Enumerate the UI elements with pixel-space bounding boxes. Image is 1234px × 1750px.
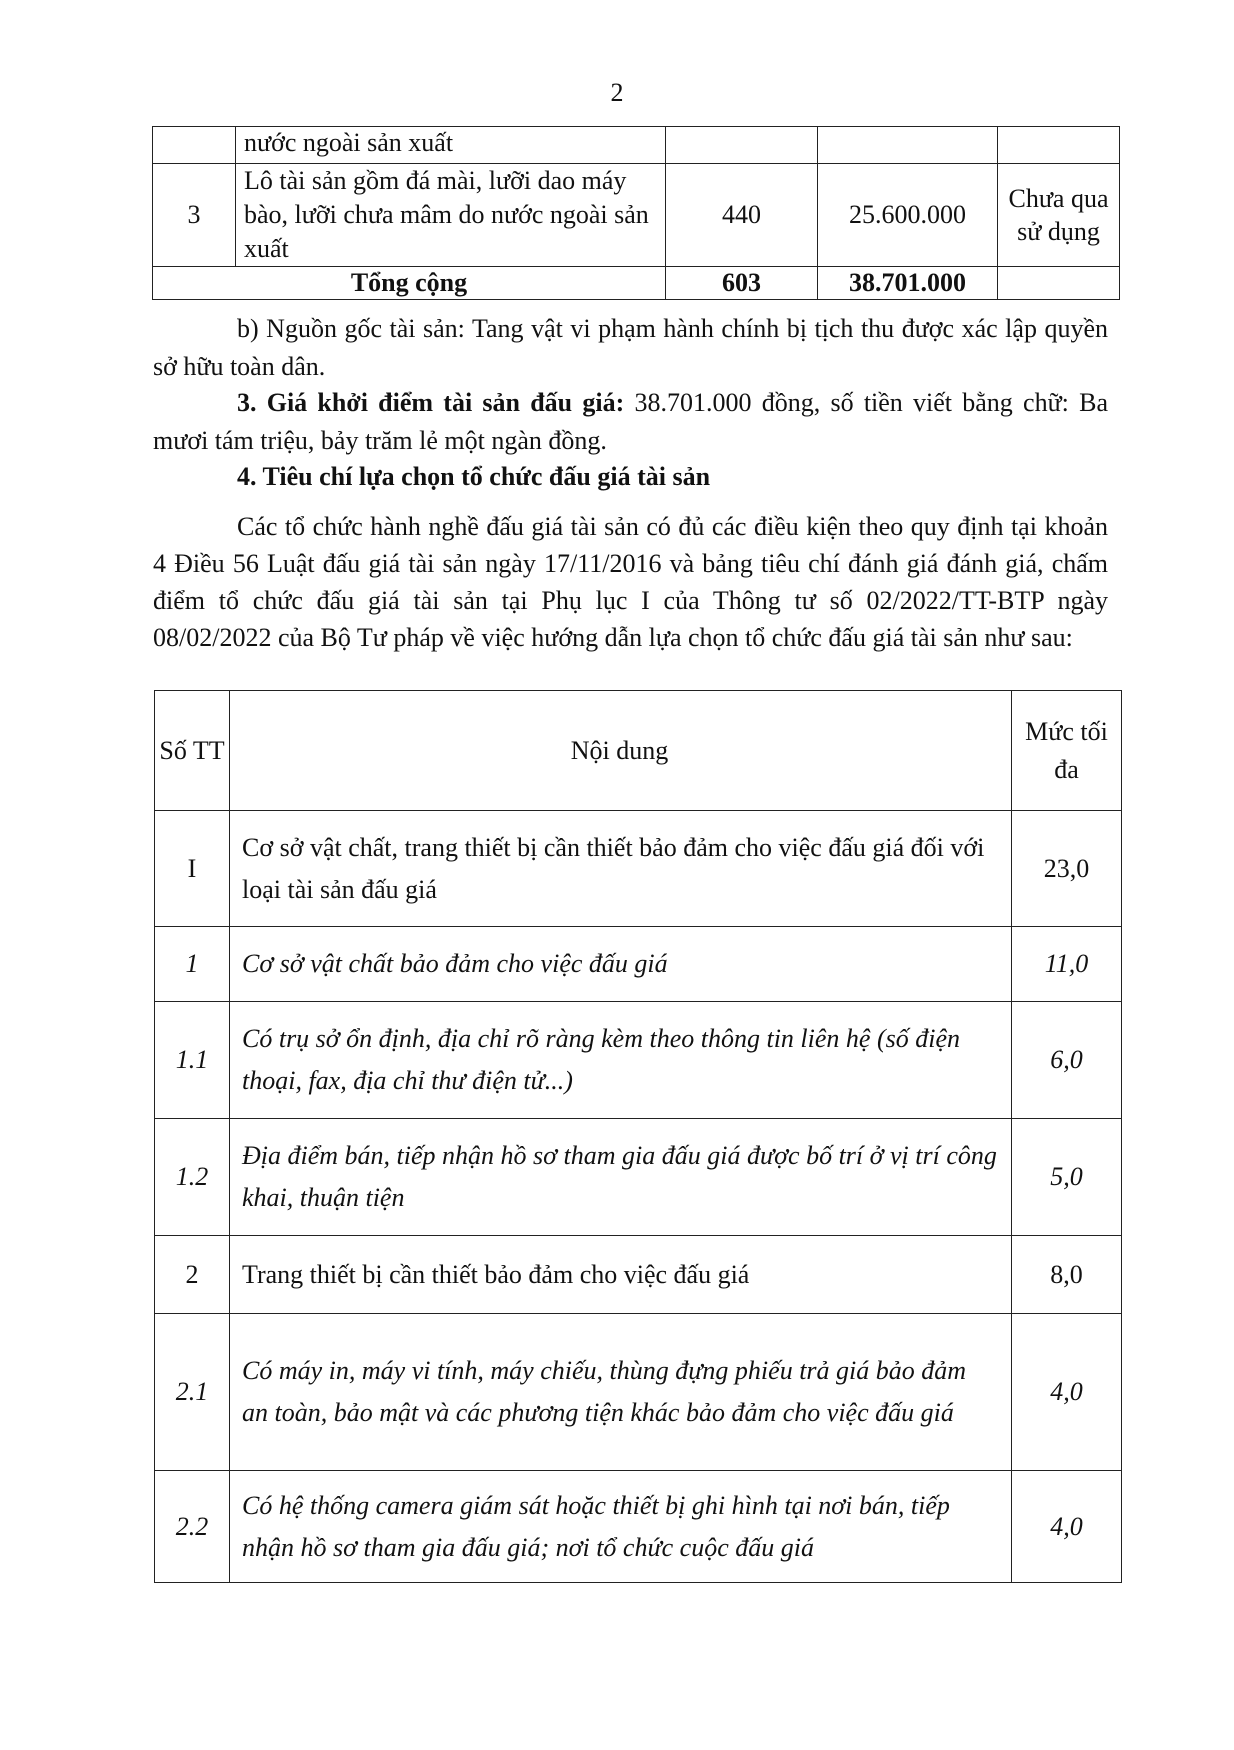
criteria-max: 6,0 (1012, 1002, 1122, 1119)
criteria-content: Cơ sở vật chất bảo đảm cho việc đấu giá (230, 927, 1012, 1002)
total-status-cell (998, 267, 1120, 300)
total-label: Tổng cộng (153, 267, 666, 300)
criteria-content: Có hệ thống camera giám sát hoặc thiết bị ghi hình tại nơi bán, tiếp nhận hồ sơ tham gia đấu giá; nơi tổ chức cuộc đấu giá (230, 1471, 1012, 1583)
criteria-header-row (155, 691, 1122, 811)
criteria-max: 23,0 (1012, 811, 1122, 927)
criteria-max: 5,0 (1012, 1119, 1122, 1236)
content-header: Nội dung (230, 691, 1012, 811)
asset-name-cell: nước ngoài sản xuất (236, 127, 666, 164)
criteria-row (155, 1002, 1122, 1119)
criteria-max: 4,0 (1012, 1314, 1122, 1471)
page-number: 2 (610, 78, 624, 107)
asset-source-paragraph: b) Nguồn gốc tài sản: Tang vật vi phạm hành chính bị tịch thu được xác lập quyền sở hữu toàn dân. (153, 314, 1108, 381)
asset-quantity-cell (666, 127, 818, 164)
criteria-stt: 1 (155, 927, 230, 1002)
asset-no-cell (153, 127, 236, 164)
asset-name-cell: Lô tài sản gồm đá mài, lưỡi dao máy bào, lưỡi chưa mâm do nước ngoài sản xuất (236, 164, 666, 267)
table-row (153, 164, 1120, 267)
criteria-content: Cơ sở vật chất, trang thiết bị cần thiết bảo đảm cho việc đấu giá đối với loại tài sản đấu giá (230, 811, 1012, 927)
asset-value-cell: 25.600.000 (818, 164, 998, 267)
stt-header: Số TT (155, 691, 230, 811)
criteria-stt: 2 (155, 1236, 230, 1314)
criteria-stt: 2.1 (155, 1314, 230, 1471)
total-value: 38.701.000 (818, 267, 998, 300)
criteria-stt: 1.2 (155, 1119, 230, 1236)
starting-price-text: 38.701.000 đồng, số tiền viết bằng chữ: Ba mươi tám triệu, bảy trăm lẻ một ngàn đồng. (153, 388, 1108, 455)
criteria-paragraph: Các tổ chức hành nghề đấu giá tài sản có đủ các điều kiện theo quy định tại khoản 4 Điều 56 Luật đấu giá tài sản ngày 17/11/2016 và bảng tiêu chí đánh giá đánh giá, chấm điểm tổ chức đấu giá tài sản tại Phụ lục I của Thông tư số 02/2022/TT-BTP ngày 08/02/2022 của Bộ Tư pháp về việc hướng dẫn lựa chọn tổ chức đấu giá tài sản như sau: (153, 512, 1108, 652)
criteria-content: Có trụ sở ổn định, địa chỉ rõ ràng kèm theo thông tin liên hệ (số điện thoại, fax, địa chỉ thư điện tử...) (230, 1002, 1012, 1119)
criteria-row (155, 811, 1122, 927)
criteria-max: 4,0 (1012, 1471, 1122, 1583)
asset-table (152, 126, 1120, 300)
criteria-row (155, 1471, 1122, 1583)
criteria-table (154, 690, 1122, 1583)
criteria-stt: 2.2 (155, 1471, 230, 1583)
criteria-row (155, 1119, 1122, 1236)
total-row (153, 267, 1120, 300)
total-quantity: 603 (666, 267, 818, 300)
criteria-row (155, 1236, 1122, 1314)
max-header: Mức tối đa (1012, 691, 1122, 811)
asset-status-cell: Chưa qua sử dụng (998, 164, 1120, 267)
asset-value-cell (818, 127, 998, 164)
criteria-content: Có máy in, máy vi tính, máy chiếu, thùng đựng phiếu trả giá bảo đảm an toàn, bảo mật và các phương tiện khác bảo đảm cho việc đấu giá (230, 1314, 1012, 1471)
starting-price-heading: 3. Giá khởi điểm tài sản đấu giá: (237, 388, 625, 417)
starting-price-paragraph (153, 384, 1108, 460)
criteria-max: 8,0 (1012, 1236, 1122, 1314)
criteria-stt: 1.1 (155, 1002, 230, 1119)
criteria-content: Trang thiết bị cần thiết bảo đảm cho việc đấu giá (230, 1236, 1012, 1314)
table-row (153, 127, 1120, 164)
criteria-max: 11,0 (1012, 927, 1122, 1002)
criteria-heading: 4. Tiêu chí lựa chọn tổ chức đấu giá tài sản (237, 462, 711, 491)
criteria-content: Địa điểm bán, tiếp nhận hồ sơ tham gia đấu giá được bố trí ở vị trí công khai, thuận tiện (230, 1119, 1012, 1236)
criteria-row (155, 1314, 1122, 1471)
asset-status-cell (998, 127, 1120, 164)
criteria-stt: I (155, 811, 230, 927)
asset-quantity-cell: 440 (666, 164, 818, 267)
asset-no-cell: 3 (153, 164, 236, 267)
criteria-row (155, 927, 1122, 1002)
